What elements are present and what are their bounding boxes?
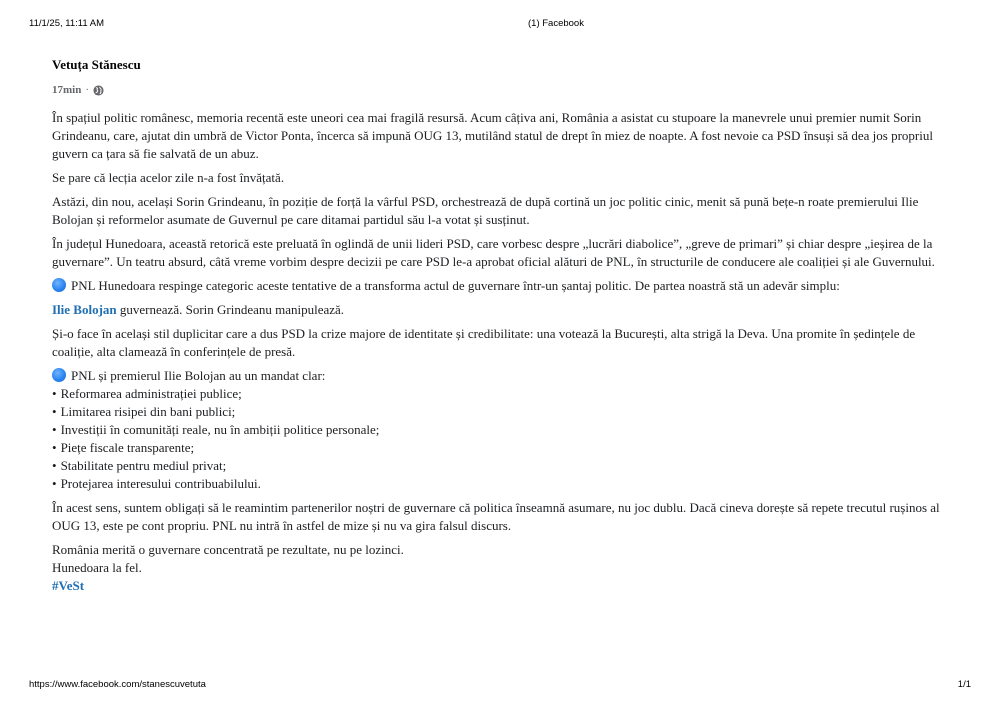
post-body bbox=[52, 109, 952, 595]
closing-line-2: Hunedoara la fel. bbox=[52, 560, 142, 575]
print-footer bbox=[0, 679, 1000, 691]
list-item-text: Protejarea interesului contribuabilului. bbox=[60, 476, 261, 491]
post-author-name[interactable]: Vetuța Stănescu bbox=[52, 57, 141, 72]
mandate-intro bbox=[52, 367, 952, 385]
bullet-icon: • bbox=[52, 386, 57, 401]
post-meta bbox=[52, 83, 952, 97]
paragraph-6-text: guvernează. Sorin Grindeanu manipulează. bbox=[116, 302, 345, 317]
paragraph-5-text: PNL Hunedoara respinge categoric aceste tentative de a transforma actul de guvernare într-un șantaj politic. De partea noastră stă un adevăr simplu: bbox=[71, 278, 840, 293]
paragraph-5 bbox=[52, 277, 952, 295]
list-item bbox=[52, 439, 952, 457]
blue-circle-icon bbox=[52, 368, 66, 382]
list-item bbox=[52, 403, 952, 421]
bullet-icon: • bbox=[52, 458, 57, 473]
list-item bbox=[52, 421, 952, 439]
list-item-text: Limitarea risipei din bani publici; bbox=[60, 404, 236, 419]
print-page-title: (1) Facebook bbox=[528, 18, 584, 29]
paragraph-6 bbox=[52, 301, 952, 319]
list-item bbox=[52, 385, 952, 403]
closing-block bbox=[52, 541, 952, 595]
list-item-text: Investiții în comunități reale, nu în ambiții politice personale; bbox=[60, 422, 380, 437]
paragraph-2: Se pare că lecția acelor zile n-a fost învățată. bbox=[52, 170, 285, 185]
list-item-text: Stabilitate pentru mediul privat; bbox=[60, 458, 227, 473]
mandate-block bbox=[52, 367, 952, 493]
bullet-icon: • bbox=[52, 440, 57, 455]
print-datetime: 11/1/25, 11:11 AM bbox=[29, 18, 104, 29]
bullet-icon: • bbox=[52, 476, 57, 491]
post-timestamp[interactable]: 17min bbox=[52, 84, 82, 96]
list-item bbox=[52, 475, 952, 493]
mandate-intro-text: PNL și premierul Ilie Bolojan au un mandat clar: bbox=[71, 368, 326, 383]
list-item-text: Reformarea administrației publice; bbox=[60, 386, 242, 401]
closing-line-1: România merită o guvernare concentrată pe rezultate, nu pe lozinci. bbox=[52, 542, 404, 557]
list-item bbox=[52, 457, 952, 475]
paragraph-9: În acest sens, suntem obligați să le reamintim partenerilor noștri de guvernare că politica înseamnă asumare, nu joc dublu. Dacă cineva dorește să repete trecutul rușinos al OUG 13, este pe cont propriu. PNL nu intră în astfel de mize și nu va gira falsul discurs. bbox=[52, 500, 940, 533]
bullet-icon: • bbox=[52, 422, 57, 437]
print-url: https://www.facebook.com/stanescuvetuta bbox=[29, 679, 206, 690]
print-page-number: 1/1 bbox=[957, 679, 971, 690]
mandate-list bbox=[52, 385, 952, 493]
list-item-text: Piețe fiscale transparente; bbox=[60, 440, 195, 455]
print-header bbox=[0, 18, 1000, 30]
mention-link-ilie-bolojan[interactable]: Ilie Bolojan bbox=[52, 302, 117, 317]
bullet-icon: • bbox=[52, 404, 57, 419]
blue-circle-icon bbox=[52, 278, 66, 292]
facebook-post bbox=[52, 56, 952, 595]
paragraph-3: Astăzi, din nou, același Sorin Grindeanu, în poziție de forță la vârful PSD, orchestrează de după cortină un joc politic cinic, menit să pună bețe-n roate premierului Ilie Bolojan și reformelor asumate de Guvernul pe care ditamai partidul său l-a votat și susținut. bbox=[52, 194, 919, 227]
paragraph-7: Și-o face în același stil duplicitar care a dus PSD la crize majore de identitate și credibilitate: una votează la București, alta strigă la Deva. Una promite în ședințele de coaliție, alta clamează în conferințele de presă. bbox=[52, 326, 916, 359]
paragraph-4: În județul Hunedoara, această retorică este preluată în oglindă de unii lideri PSD, care vorbesc despre „lucrări diabolice”, „greve de primari” și chiar despre „ieșirea de la guvernare”. Un teatru absurd, câtă vreme vorbim despre decizii pe care PSD le-a aprobat oficial alături de PNL, în structurile de conducere ale coaliției și ale Guvernului. bbox=[52, 236, 935, 269]
meta-separator: · bbox=[85, 84, 90, 96]
hashtag-link[interactable]: #VeSt bbox=[52, 578, 85, 593]
globe-icon[interactable] bbox=[93, 85, 104, 96]
paragraph-1: În spațiul politic românesc, memoria recentă este uneori cea mai fragilă resursă. Acum câțiva ani, România a asistat cu stupoare la manevrele unui premier numit Sorin Grindeanu, care, ajutat din umbră de Victor Ponta, încerca să impună OUG 13, mutilând statul de drept în miez de noapte. A fost nevoie ca PSD însuși să dea jos propriul guvern ca țara să fie salvată de un abuz. bbox=[52, 110, 933, 161]
